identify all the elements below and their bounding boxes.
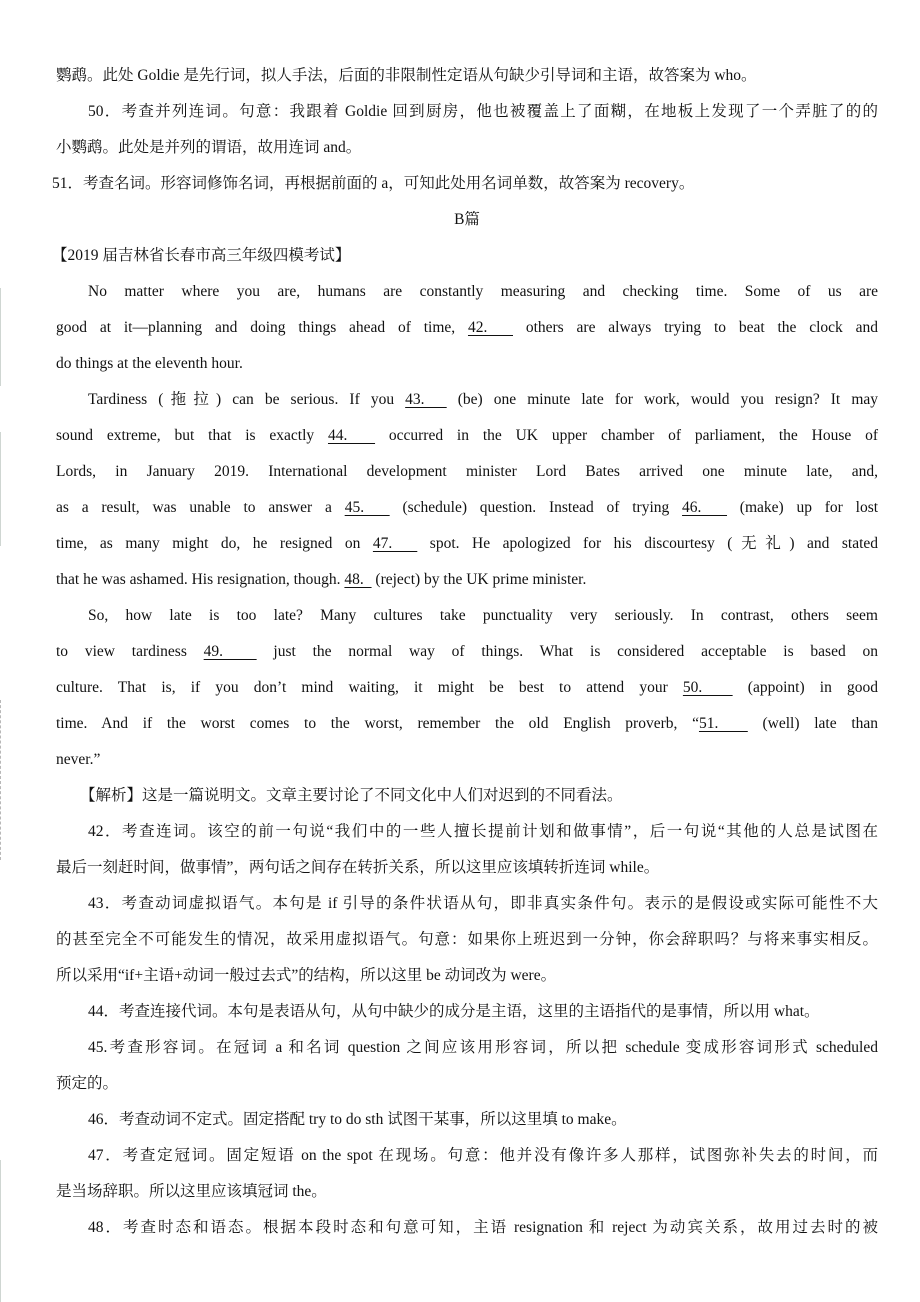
analysis-item-47: 47．考查定冠词。固定短语 on the spot 在现场。句意：他并没有像许多人那样，试图弥补失去的时间，而 (88, 1147, 878, 1164)
blank-46: 46. (682, 499, 728, 516)
blank-51: 51. (698, 715, 748, 732)
section-title: B篇 (454, 211, 480, 228)
passage-line (56, 642, 878, 662)
blank-48: 48. (344, 571, 372, 588)
analysis-item-42-cont: 最后一刻赶时间，做事情”，两句话之间存在转折关系，所以这里应该填转折连词 while。 (56, 859, 660, 876)
passage-text: (schedule) question. Instead of trying (389, 499, 683, 516)
blank-50: 50. (682, 679, 733, 696)
blank-43: 43. (405, 391, 447, 408)
passage-text: sound extreme, but that is exactly (56, 427, 328, 444)
analysis-item-51: 51．考查名词。形容词修饰名词，再根据前面的 a，可知此处用名词单数，故答案为 recovery。 (52, 175, 695, 192)
analysis-item-42: 42．考查连词。该空的前一句说“我们中的一些人擅长提前计划和做事情”，后一句说“其他的人总是试图在 (88, 823, 878, 840)
passage-text: culture. That is, if you don’t mind waiting, it might be best to attend your (56, 679, 683, 696)
analysis-item-48: 48．考查时态和语态。根据本段时态和句意可知，主语 resignation 和 reject 为动宾关系，故用过去时的被 (88, 1219, 878, 1236)
blank-47: 47. (372, 535, 418, 552)
passage-line: do things at the eleventh hour. (56, 355, 243, 372)
passage-text: (well) late than (747, 715, 879, 732)
passage-line: Lords, in January 2019. International development minister Lord Bates arrived one minute late, and, (56, 463, 878, 480)
passage-text: good at it—planning and doing things ahead of time, (56, 319, 468, 336)
passage-text: (reject) by the UK prime minister. (371, 571, 587, 588)
analysis-item-43-cont: 的甚至完全不可能发生的情况，故采用虚拟语气。句意：如果你上班迟到一分钟，你会辞职吗？与将来事实相反。 (56, 931, 878, 948)
passage-text: that he was ashamed. His resignation, though. (56, 571, 345, 588)
page-edge-mark (0, 288, 1, 386)
passage-text: spot. He apologized for his discourtesy (无礼) and stated (417, 535, 879, 552)
analysis-item-43: 43．考查动词虚拟语气。本句是 if 引导的条件状语从句，即非真实条件句。表示的是假设或实际可能性不大 (88, 895, 878, 912)
blank-42: 42. (467, 319, 513, 336)
prev-analysis-line: 鹦鹉。此处 Goldie 是先行词，拟人手法，后面的非限制性定语从句缺少引导词和主语，故答案为 who。 (56, 67, 757, 84)
passage-line (56, 714, 878, 734)
passage-line (56, 534, 878, 554)
passage-text: just the normal way of things. What is considered acceptable is based on (256, 643, 878, 660)
page-edge-mark (0, 1160, 1, 1302)
passage-text: (appoint) in good (732, 679, 879, 696)
blank-49: 49. (203, 643, 257, 660)
blank-space (513, 319, 526, 336)
analysis-item-50-cont: 小鹦鹉。此处是并列的谓语，故用连词 and。 (56, 139, 362, 156)
analysis-item-43-cont: 所以采用“if+主语+动词一般过去式”的结构，所以这里 be 动词改为 were。 (56, 967, 557, 984)
passage-line (56, 570, 586, 590)
page-edge-mark (0, 700, 2, 860)
passage-line (56, 318, 878, 338)
passage-text: time, as many might do, he resigned on (56, 535, 373, 552)
passage-line: So, how late is too late? Many cultures take punctuality very seriously. In contrast, others seem (88, 607, 878, 624)
passage-text: others are always trying to beat the clock and (525, 319, 879, 336)
passage-text: (make) up for lost (727, 499, 879, 516)
analysis-item-50: 50．考查并列连词。句意：我跟着 Goldie 回到厨房，他也被覆盖上了面糊，在地板上发现了一个弄脏了的的 (88, 103, 878, 120)
analysis-item-46: 46．考查动词不定式。固定搭配 try to do sth 试图干某事，所以这里填 to make。 (88, 1111, 627, 1128)
passage-line (56, 390, 878, 410)
analysis-item-44: 44．考查连接代词。本句是表语从句，从句中缺少的成分是主语，这里的主语指代的是事情，所以用 what。 (88, 1003, 820, 1020)
passage-text: as a result, was unable to answer a (56, 499, 345, 516)
page-edge-mark (0, 432, 1, 546)
passage-text: Tardiness (拖拉) can be serious. If you (88, 391, 406, 408)
passage-text: to view tardiness (56, 643, 204, 660)
passage-line (56, 678, 878, 698)
passage-line (56, 426, 878, 446)
analysis-intro: 【解析】这是一篇说明文。文章主要讨论了不同文化中人们对迟到的不同看法。 (80, 787, 623, 804)
analysis-item-45-cont: 预定的。 (56, 1075, 119, 1092)
passage-text: time. And if the worst comes to the worst, remember the old English proverb, “ (56, 715, 699, 732)
passage-text: occurred in the UK upper chamber of parliament, the House of (375, 427, 879, 444)
blank-44: 44. (327, 427, 376, 444)
passage-text: (be) one minute late for work, would you resign? It may (446, 391, 879, 408)
passage-line: never.” (56, 751, 101, 768)
analysis-item-45: 45.考查形容词。在冠词 a 和名词 question 之间应该用形容词，所以把 schedule 变成形容词形式 scheduled (88, 1039, 878, 1056)
passage-line (56, 498, 878, 518)
passage-line: No matter where you are, humans are constantly measuring and checking time. Some of us are (88, 283, 878, 300)
section-source: 【2019 届吉林省长春市高三年级四模考试】 (52, 247, 351, 264)
blank-45: 45. (344, 499, 390, 516)
analysis-item-47-cont: 是当场辞职。所以这里应该填冠词 the。 (56, 1183, 327, 1200)
